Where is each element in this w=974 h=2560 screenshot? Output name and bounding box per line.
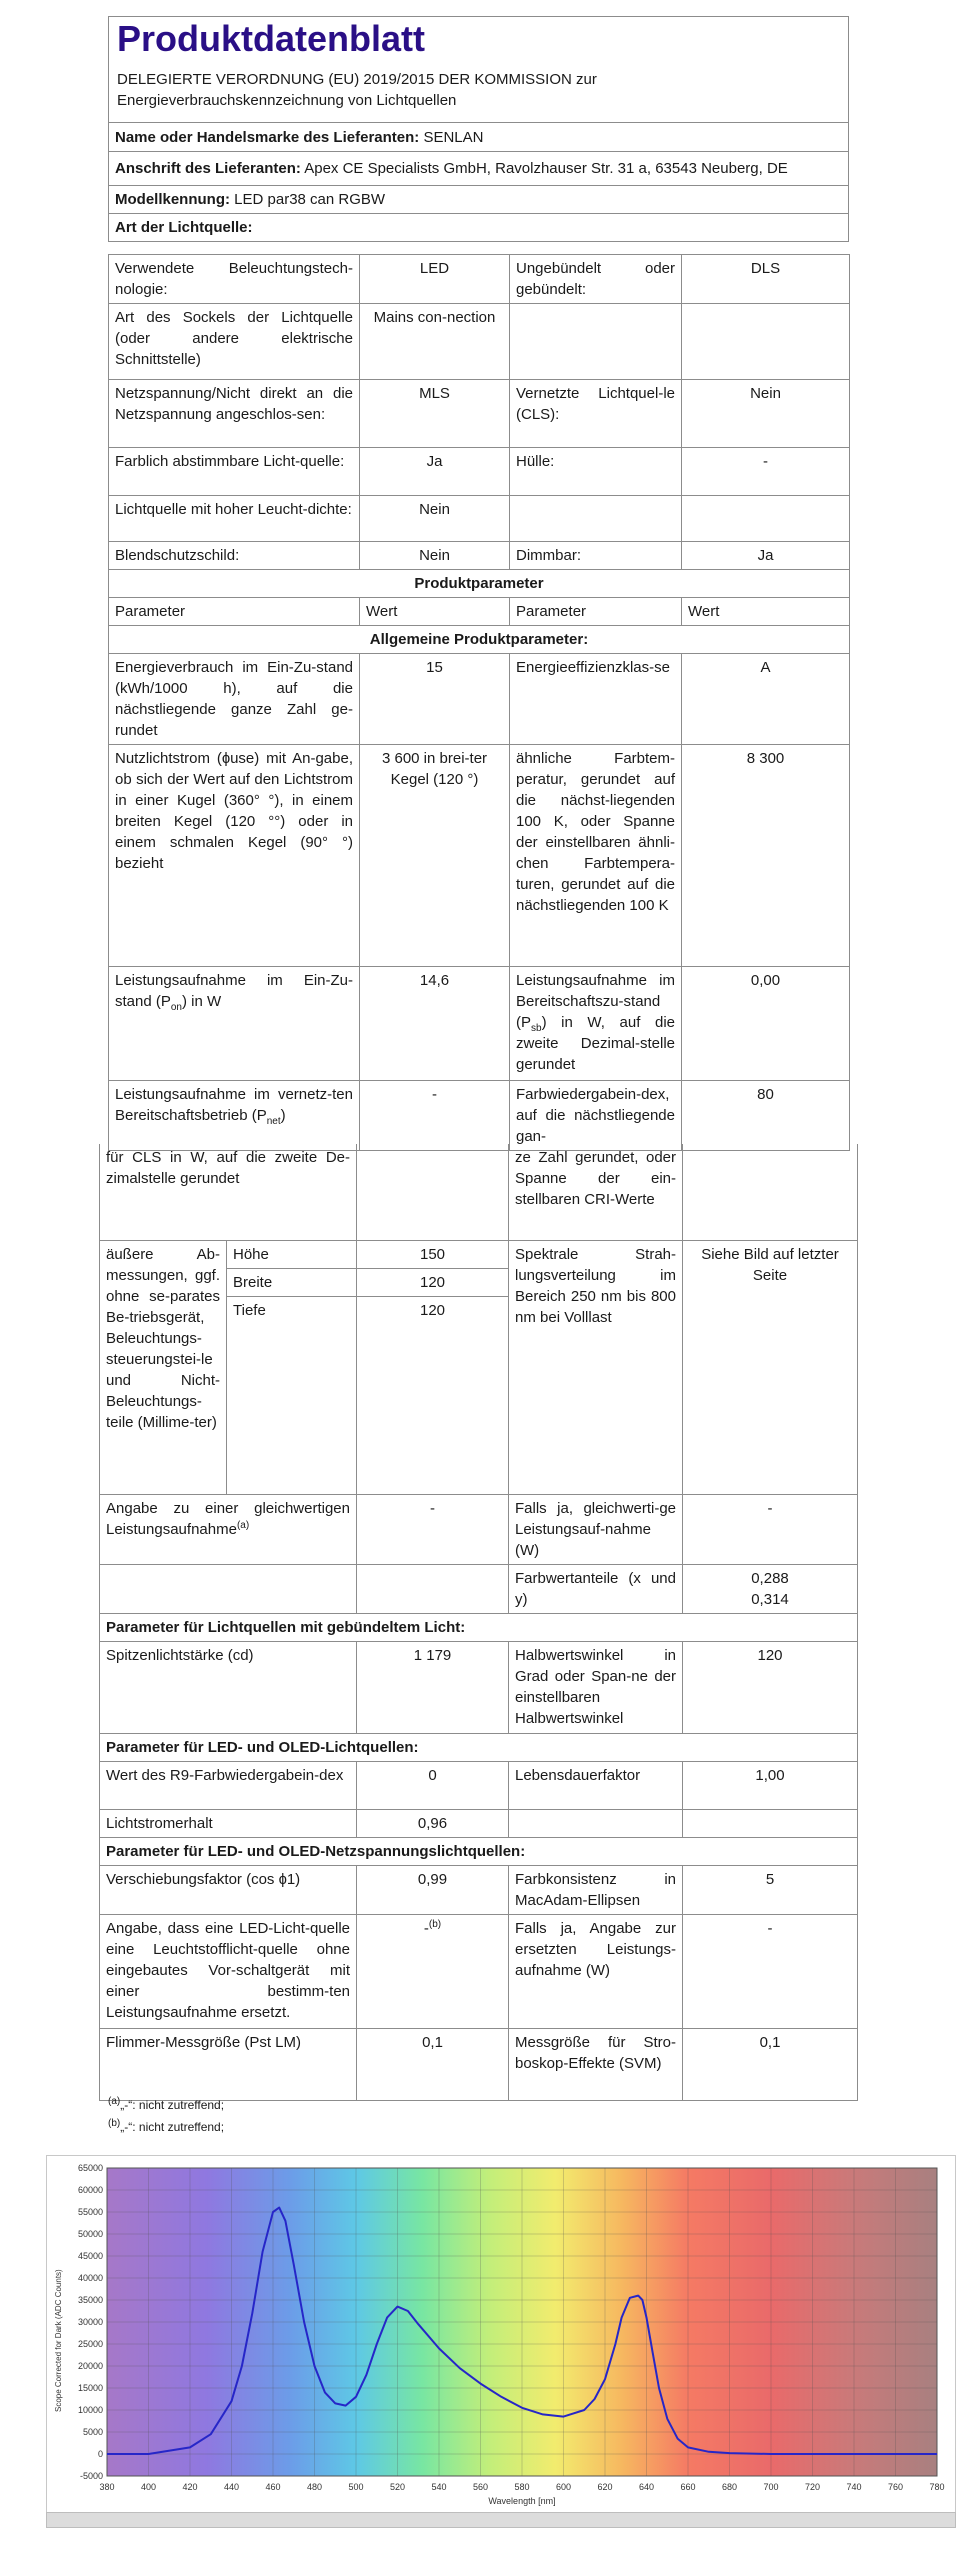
cell <box>109 967 360 1081</box>
chroma-x: 0,288 <box>751 1569 789 1587</box>
cell <box>682 496 850 542</box>
column-header: Parameter <box>109 598 360 626</box>
cell <box>357 1144 509 1240</box>
cell: DLS <box>682 255 850 304</box>
chroma-y: 0,314 <box>751 1590 789 1608</box>
cell: Hülle: <box>510 448 682 496</box>
footnote-mark: (b) <box>108 2118 121 2129</box>
dimension-value: 150 <box>357 1240 509 1268</box>
table-row <box>109 380 850 448</box>
superscript: (a) <box>236 1519 250 1531</box>
x-tick-label: 680 <box>721 2482 738 2492</box>
x-tick-label: 440 <box>223 2482 240 2492</box>
dimension-key: Tiefe <box>227 1296 357 1494</box>
cell <box>682 304 850 380</box>
cell: ze Zahl gerundet, oder Spanne der ein-stellbaren CRI-Werte <box>509 1144 683 1240</box>
y-tick-label: 50000 <box>77 2229 103 2239</box>
dimensions-label: äußere Ab-messungen, ggf. ohne se-parates Be-triebsgerät, Beleuchtungs-steuerungstei-le und Nicht-Beleuchtungs-teile (Millime-ter) <box>100 1240 227 1494</box>
table-row <box>100 1494 858 1564</box>
y-tick-label: -5000 <box>79 2471 103 2481</box>
cell: 14,6 <box>360 967 510 1081</box>
cell: 120 <box>683 1641 858 1733</box>
spectrum-chart <box>47 2156 957 2514</box>
table-row <box>100 1240 858 1268</box>
footnote-text: „-“: nicht zutreffend; <box>120 2098 225 2112</box>
cell: Ungebündelt oder gebündelt: <box>510 255 682 304</box>
column-header: Parameter <box>510 598 682 626</box>
subscript: on <box>170 1002 182 1013</box>
table-row <box>109 448 850 496</box>
cell: Blendschutzschild: <box>109 542 360 570</box>
cell: Messgröße für Stro-boskop-Effekte (SVM) <box>509 2028 683 2100</box>
supplier-label: Name oder Handelsmarke des Lieferanten: <box>115 129 420 146</box>
footnote <box>108 2098 224 2112</box>
cell: A <box>682 654 850 745</box>
table-row <box>100 1641 858 1733</box>
cell: Ja <box>360 448 510 496</box>
column-header: Wert <box>682 598 850 626</box>
x-tick-label: 720 <box>804 2482 821 2492</box>
table-row <box>109 1081 850 1151</box>
subscript: net <box>266 1116 281 1127</box>
cell: Farbwertanteile (x und y) <box>509 1564 683 1613</box>
dimension-key: Höhe <box>227 1240 357 1268</box>
y-tick-label: 55000 <box>77 2207 103 2217</box>
text: Leistungsaufnahme im Bereitschaftszu-stand (P <box>516 972 675 1031</box>
y-tick-label: 15000 <box>77 2383 103 2393</box>
x-tick-label: 400 <box>140 2482 157 2492</box>
table-row <box>109 304 850 380</box>
x-tick-label: 640 <box>638 2482 655 2492</box>
cell: 8 300 <box>682 745 850 967</box>
cell: Lichtquelle mit hoher Leucht-dichte: <box>109 496 360 542</box>
x-tick-label: 580 <box>514 2482 530 2492</box>
y-tick-label: 60000 <box>77 2185 103 2195</box>
cell <box>510 496 682 542</box>
table-row <box>109 745 850 967</box>
cell: Verwendete Beleuchtungstech-nologie: <box>109 255 360 304</box>
table-row <box>109 496 850 542</box>
cell: 80 <box>682 1081 850 1151</box>
dimension-value: 120 <box>357 1268 509 1296</box>
address-value: Apex CE Specialists GmbH, Ravolzhauser Str. 31 a, 63543 Neuberg, DE <box>304 160 788 177</box>
cell: - <box>357 1494 509 1564</box>
cell: 0,1 <box>683 2028 858 2100</box>
supplier-value: SENLAN <box>423 129 484 146</box>
cell <box>100 1494 357 1564</box>
x-tick-label: 760 <box>887 2482 904 2492</box>
section-heading-row <box>100 1613 858 1641</box>
cell <box>683 1144 858 1240</box>
table-row <box>109 255 850 304</box>
x-tick-label: 780 <box>929 2482 945 2492</box>
cell: Netzspannung/Nicht direkt an die Netzspannung angeschlos-sen: <box>109 380 360 448</box>
cell: 1 179 <box>357 1641 509 1733</box>
x-tick-label: 600 <box>555 2482 572 2492</box>
cell: Mains con-nection <box>360 304 510 380</box>
type-table <box>108 254 850 1151</box>
cell: 3 600 in brei-ter Kegel (120 °) <box>360 745 510 967</box>
cell: Ja <box>682 542 850 570</box>
type-heading-row <box>109 214 849 242</box>
cell: - <box>683 1494 858 1564</box>
x-tick-label: 660 <box>680 2482 696 2492</box>
x-tick-label: 700 <box>763 2482 779 2492</box>
text: Leistungsaufnahme im Ein-Zu-stand (P <box>115 972 353 1010</box>
text: Leistungsaufnahme im vernetz-ten Bereitschaftsbetrieb (P <box>115 1086 353 1124</box>
y-tick-label: 20000 <box>77 2361 103 2371</box>
cell <box>683 1564 858 1613</box>
page-title: Produktdatenblatt <box>117 18 426 59</box>
table-row <box>109 654 850 745</box>
cell: - <box>360 1081 510 1151</box>
x-axis-label: Wavelength [nm] <box>488 2496 556 2506</box>
bundled-heading: Parameter für Lichtquellen mit gebündeltem Licht: <box>100 1613 858 1641</box>
y-tick-label: 35000 <box>77 2295 103 2305</box>
cell: Farbkonsistenz in MacAdam-Ellipsen <box>509 1865 683 1914</box>
header-box <box>108 16 849 123</box>
cell <box>100 1564 357 1613</box>
table-row <box>100 1865 858 1914</box>
mains-heading: Parameter für LED- und OLED-Netzspannungslichtquellen: <box>100 1837 858 1865</box>
subscript: sb <box>531 1023 542 1034</box>
x-tick-label: 620 <box>597 2482 613 2492</box>
x-tick-label: 540 <box>431 2482 447 2492</box>
section-heading-row <box>109 626 850 654</box>
section-heading-row <box>100 1733 858 1761</box>
text: Angabe zu einer gleichwertigen Leistungsaufnahme <box>106 1499 350 1538</box>
y-axis <box>78 2163 103 2481</box>
cell: Siehe Bild auf letzter Seite <box>683 1240 858 1494</box>
chart-grid <box>107 2168 937 2476</box>
y-axis-label: Scope Corrected for Dark (ADC Counts) <box>54 2269 63 2412</box>
chart-scrollbar[interactable] <box>46 2512 956 2528</box>
cell: Spektrale Strah-lungsverteilung im Bereich 250 nm bis 800 nm bei Volllast <box>509 1240 683 1494</box>
x-tick-label: 480 <box>306 2482 323 2492</box>
cell: LED <box>360 255 510 304</box>
cell: Wert des R9-Farbwiedergabein-dex <box>100 1761 357 1809</box>
cell <box>357 1914 509 2028</box>
footnote <box>108 2120 224 2134</box>
section-heading-row <box>100 1837 858 1865</box>
cell: 15 <box>360 654 510 745</box>
model-row <box>109 186 849 214</box>
x-tick-label: 740 <box>846 2482 862 2492</box>
cell: 0 <box>357 1761 509 1809</box>
cell: Nutzlichtstrom (ɸuse) mit An-gabe, ob sich der Wert auf den Lichtstrom in einer Kugel (360° °), in einem breiten Kegel (120 °°) oder in einem schmalen Kegel (90° °) bezieht <box>109 745 360 967</box>
table-row <box>100 1914 858 2028</box>
cell: Lebensdauerfaktor <box>509 1761 683 1809</box>
text: ) <box>280 1107 286 1124</box>
table-row <box>100 1809 858 1837</box>
cell: 0,99 <box>357 1865 509 1914</box>
cell: Spitzenlichtstärke (cd) <box>100 1641 357 1733</box>
cell: - <box>682 448 850 496</box>
column-header-row <box>109 598 850 626</box>
cell <box>683 1809 858 1837</box>
dimension-value: 120 <box>357 1296 509 1494</box>
y-tick-label: 65000 <box>77 2163 103 2173</box>
x-tick-label: 520 <box>389 2482 406 2492</box>
cell: Farbwiedergabein-dex, auf die nächstliegende gan- <box>510 1081 682 1151</box>
cell <box>510 967 682 1081</box>
cell: 0,1 <box>357 2028 509 2100</box>
column-header: Wert <box>360 598 510 626</box>
cell: Energieeffizienzklas-se <box>510 654 682 745</box>
y-tick-label: 45000 <box>77 2251 103 2261</box>
table-row <box>100 1761 858 1809</box>
cell <box>509 1809 683 1837</box>
superscript: (b) <box>428 1918 442 1930</box>
table-row <box>100 2028 858 2100</box>
x-tick-label: 420 <box>182 2482 198 2492</box>
cell: Energieverbrauch im Ein-Zu-stand (kWh/1000 h), auf die nächstliegende ganze Zahl ge-rundet <box>109 654 360 745</box>
cell: Nein <box>360 542 510 570</box>
cell: 5 <box>683 1865 858 1914</box>
cell: Halbwertswinkel in Grad oder Span-ne der einstellbaren Halbwertswinkel <box>509 1641 683 1733</box>
supplier-row <box>109 123 849 152</box>
footnote-text: „-“: nicht zutreffend; <box>120 2120 225 2134</box>
table-row <box>109 967 850 1081</box>
type-heading: Art der Lichtquelle: <box>109 214 849 242</box>
x-tick-label: 380 <box>99 2482 115 2492</box>
dimension-key: Breite <box>227 1268 357 1296</box>
table-row <box>100 1564 858 1613</box>
cell: 0,96 <box>357 1809 509 1837</box>
table-row <box>109 542 850 570</box>
cell <box>109 1081 360 1151</box>
y-tick-label: 25000 <box>77 2339 103 2349</box>
y-tick-label: 0 <box>97 2449 103 2459</box>
cell: 0,00 <box>682 967 850 1081</box>
cell: Falls ja, gleichwerti-ge Leistungsauf-nahme (W) <box>509 1494 683 1564</box>
address-row <box>109 152 849 186</box>
x-tick-label: 500 <box>348 2482 364 2492</box>
text: ) in W <box>182 993 222 1010</box>
cell: ähnliche Farbtem-peratur, gerundet auf die nächst-liegenden 100 K, oder Spanne der einstellbaren ähnli-chen Farbtempera-turen, gerundet auf die nächstliegenden 100 K <box>510 745 682 967</box>
section-heading-row <box>109 570 850 598</box>
cell: Angabe, dass eine LED-Licht-quelle eine Leuchtstofflicht-quelle ohne eingebautes Vor-schaltgerät mit einer bestimm-ten Leistungsaufnahme ersetzt. <box>100 1914 357 2028</box>
cell: Farblich abstimmbare Licht-quelle: <box>109 448 360 496</box>
cell: Verschiebungsfaktor (cos ɸ1) <box>100 1865 357 1914</box>
model-value: LED par38 can RGBW <box>234 191 386 208</box>
cell: Vernetzte Lichtquel-le (CLS): <box>510 380 682 448</box>
model-label: Modellkennung: <box>115 191 230 208</box>
cell: für CLS in W, auf die zweite De-zimalstelle gerundet <box>100 1144 357 1240</box>
table-row <box>100 1144 858 1240</box>
cell: 1,00 <box>683 1761 858 1809</box>
cell <box>357 1564 509 1613</box>
x-tick-label: 460 <box>265 2482 281 2492</box>
y-tick-label: 5000 <box>82 2427 103 2437</box>
cell: Lichtstromerhalt <box>100 1809 357 1837</box>
cell: Flimmer-Messgröße (Pst LM) <box>100 2028 357 2100</box>
y-tick-label: 30000 <box>77 2317 103 2327</box>
cell: Dimmbar: <box>510 542 682 570</box>
params-table <box>99 1144 858 2101</box>
cell <box>510 304 682 380</box>
cell: Falls ja, Angabe zur ersetzten Leistungs-aufnahme (W) <box>509 1914 683 2028</box>
x-axis <box>99 2482 944 2492</box>
address-label: Anschrift des Lieferanten: <box>115 160 301 177</box>
cell: MLS <box>360 380 510 448</box>
footnote-mark: (a) <box>108 2096 121 2107</box>
text: - <box>423 1919 429 1937</box>
allgemeine-heading: Allgemeine Produktparameter: <box>109 626 850 654</box>
supplier-table <box>108 122 849 242</box>
cell: Art des Sockels der Lichtquelle (oder andere elektrische Schnittstelle) <box>109 304 360 380</box>
regulation-text: DELEGIERTE VERORDNUNG (EU) 2019/2015 DER KOMMISSION zur Energieverbrauchskennzeichnung von Lichtquellen <box>117 71 597 109</box>
x-tick-label: 560 <box>472 2482 489 2492</box>
y-tick-label: 40000 <box>77 2273 103 2283</box>
cell: - <box>683 1914 858 2028</box>
y-tick-label: 10000 <box>77 2405 103 2415</box>
led-heading: Parameter für LED- und OLED-Lichtquellen: <box>100 1733 858 1761</box>
produktparameter-heading: Produktparameter <box>109 570 850 598</box>
cell: Nein <box>682 380 850 448</box>
text: ) in W, auf die zweite Dezimal-stelle gerundet <box>516 1014 675 1073</box>
spectrum-chart-frame <box>46 2155 956 2513</box>
cell: Nein <box>360 496 510 542</box>
